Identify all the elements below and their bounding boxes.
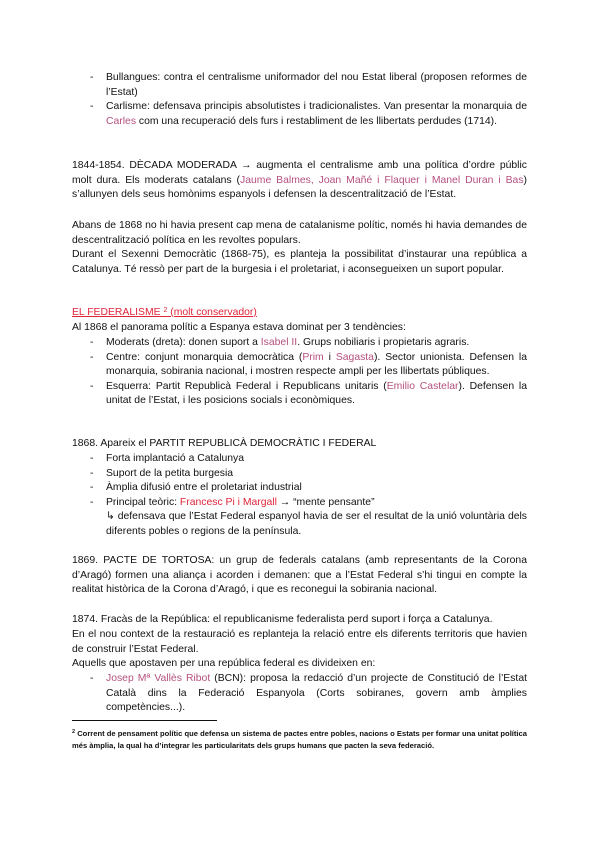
panorama-intro: Al 1868 el panorama polític a Espanya estava dominat per 3 tendències: (72, 322, 406, 333)
carlisme-text-end: com una recuperació dels furs i restabliment de les llibertats perdudes (1714). (136, 115, 497, 127)
item-text-mid: i (323, 351, 336, 363)
person-name: Isabel II (260, 337, 298, 348)
paragraph-text-end: ) s’allunyen dels seus homònims espanyols i defensen la descentralització de l’Estat. (72, 174, 528, 201)
person-name: Josep Mª Vallès Ribot (106, 673, 211, 684)
list-item: - Carlisme: defensava principis absolutistes i tradicionalistes. Van presentar la monarquia de Carles com una recuperació dels furs i restabliment de les llibertats perdudes (1714). (90, 101, 527, 127)
person-name: Emilio Castelar (386, 380, 459, 392)
footnote (72, 728, 527, 751)
carlisme-text: Carlisme: defensava principis absolutistes i tradicionalistes. Van presentar la monarquia de (106, 101, 527, 113)
paragraph-text: 1844-1854. DÈCADA MODERADA → augmenta el centralisme amb una política d’ordre públic molt dura. Els moderats catalans ( (72, 160, 527, 186)
item-text: (BCN): proposa la redacció d’un projecte de Constitució de l’Estat Català dins la Federació Espanyola (Corts sobiranes, govern amb àmplies competències...). (106, 673, 527, 714)
heading-note: (molt conservador) (167, 307, 257, 318)
moderate-decade-paragraph (72, 159, 527, 203)
list-item: - Bullangues: contra el centralisme uniformador del nou Estat liberal (proposen reformes de l’Estat) (90, 72, 527, 98)
party-paragraph: 1868. Apareix el PARTIT REPUBLICÀ DEMOCRÀTIC I FEDERAL (72, 438, 377, 449)
restoration-paragraph: En el nou context de la restauració es replanteja la relació entre els diferents territoris que havien de construir l’Estat Federal. (72, 629, 527, 655)
footnote-text: Corrent de pensament polític que defensa un sistema de pactes entre pobles, nacions o Estats per formar una unitat política més àmplia, la qual ha d’integrar les particularitats dels grups humans que pacten la seva federació. (72, 729, 527, 750)
person-names: Jaume Balmes, Joan Mañé i Flaquer i Manel Duran i Bas (240, 174, 524, 186)
item-text: Suport de la petita burgesia (106, 467, 234, 479)
federal-positions-list (72, 672, 527, 716)
list-item: - Forta implantació a Catalunya (90, 453, 245, 464)
list-item: - Suport de la petita burgesia (90, 467, 234, 479)
item-text: Moderats (dreta): donen suport a (106, 337, 261, 348)
item-text-end: . Grups nobiliaris i propietaris agraris. (297, 337, 470, 348)
footnote-number: 2 (72, 729, 76, 735)
party-features-list (72, 452, 527, 540)
republic-failure-paragraph: 1874. Fracàs de la República: el republicanisme federalista perd suport i força a Catalunya. (72, 614, 493, 625)
list-item: - Àmplia difusió entre el proletariat industrial (90, 482, 302, 494)
item-text: Centre: conjunt monarquia democràtica ( (106, 351, 303, 363)
list-item: - Moderats (dreta): donen suport a Isabel II. Grups nobiliaris i propietaris agraris. (90, 337, 470, 348)
pre-1868-paragraph: Abans de 1868 no hi havia present cap mena de catalanisme polític, només hi havia demandes de descentralització política en les revoltes populars. (72, 220, 527, 246)
person-name: Sagasta (335, 351, 374, 363)
sexenni-paragraph: Durant el Sexenni Democràtic (1868-75), es planteja la possibilitat d’instaurar una república a Catalunya. Té ressò per part de la burgesia i el proletariat, i aconsegueixen un suport popular. (72, 249, 527, 275)
item-text: Àmplia difusió entre el proletariat industrial (106, 482, 302, 494)
list-item: - Centre: conjunt monarquia democràtica (Prim i Sagasta). Sector unionista. Defensen la monarquia, sobirania nacional, i mostren respecte ampli per les llibertats públiques. (90, 351, 527, 378)
item-text-end: → “mente pensante” (276, 496, 375, 508)
item-text-end: ). Defensen la unitat de l’Estat, i les posicions socials i econòmiques. (106, 380, 527, 407)
item-text-end: ). Sector unionista. Defensen la monarquia, sobirania nacional, i mostren respecte ampli per les llibertats públiques. (106, 351, 527, 378)
item-text: Principal teòric: (106, 496, 180, 508)
tendencies-list (72, 336, 527, 409)
sub-item: ↳ defensava que l’Estat Federal espanyol havia de ser el resultat de la unió voluntària dels diferents pobles o regions de la península. (106, 511, 527, 537)
movements-list (72, 71, 527, 129)
heading-title: EL FEDERALISME $^2$ (molt conservador) (72, 307, 257, 318)
division-intro: Aquells que apostaven per una república federal es divideixen en: (72, 658, 376, 669)
list-item: - Esquerra: Partit Republicà Federal i Republicans unitaris (Emilio Castelar). Defensen la unitat de l’Estat, i les posicions socials i econòmiques. (90, 380, 527, 407)
list-item: - Josep Mª Vallès Ribot (BCN): proposa la redacció d’un projecte de Constitució de l’Estat Català dins la Federació Espanyola (Corts sobiranes, govern amb àmplies competències...). (90, 673, 527, 714)
federalism-heading (72, 306, 527, 321)
person-name: Francesc Pi i Margall (179, 496, 277, 508)
item-text: Forta implantació a Catalunya (106, 453, 245, 464)
tortosa-paragraph: 1869. PACTE DE TORTOSA: un grup de federals catalans (amb representants de la Corona d’Aragó) formen una aliança i acorden i demanen: que a l’Estat Federal s’hi tingui en compte la realitat històrica de la Corona d’Aragó, i que es reconegui la sobirania nacional. (72, 555, 527, 596)
footnote-divider (72, 720, 217, 721)
bullangues-text: Bullangues: contra el centralisme uniformador del nou Estat liberal (proposen reformes de l’Estat) (106, 72, 527, 98)
person-name: Prim (302, 351, 324, 363)
list-item: - Principal teòric: Francesc Pi i Margall → “mente pensante” (90, 496, 375, 508)
item-text: Esquerra: Partit Republicà Federal i Republicans unitaris ( (106, 380, 387, 392)
person-name: Carles (106, 115, 137, 127)
footnote-ref: 2 (163, 307, 168, 314)
